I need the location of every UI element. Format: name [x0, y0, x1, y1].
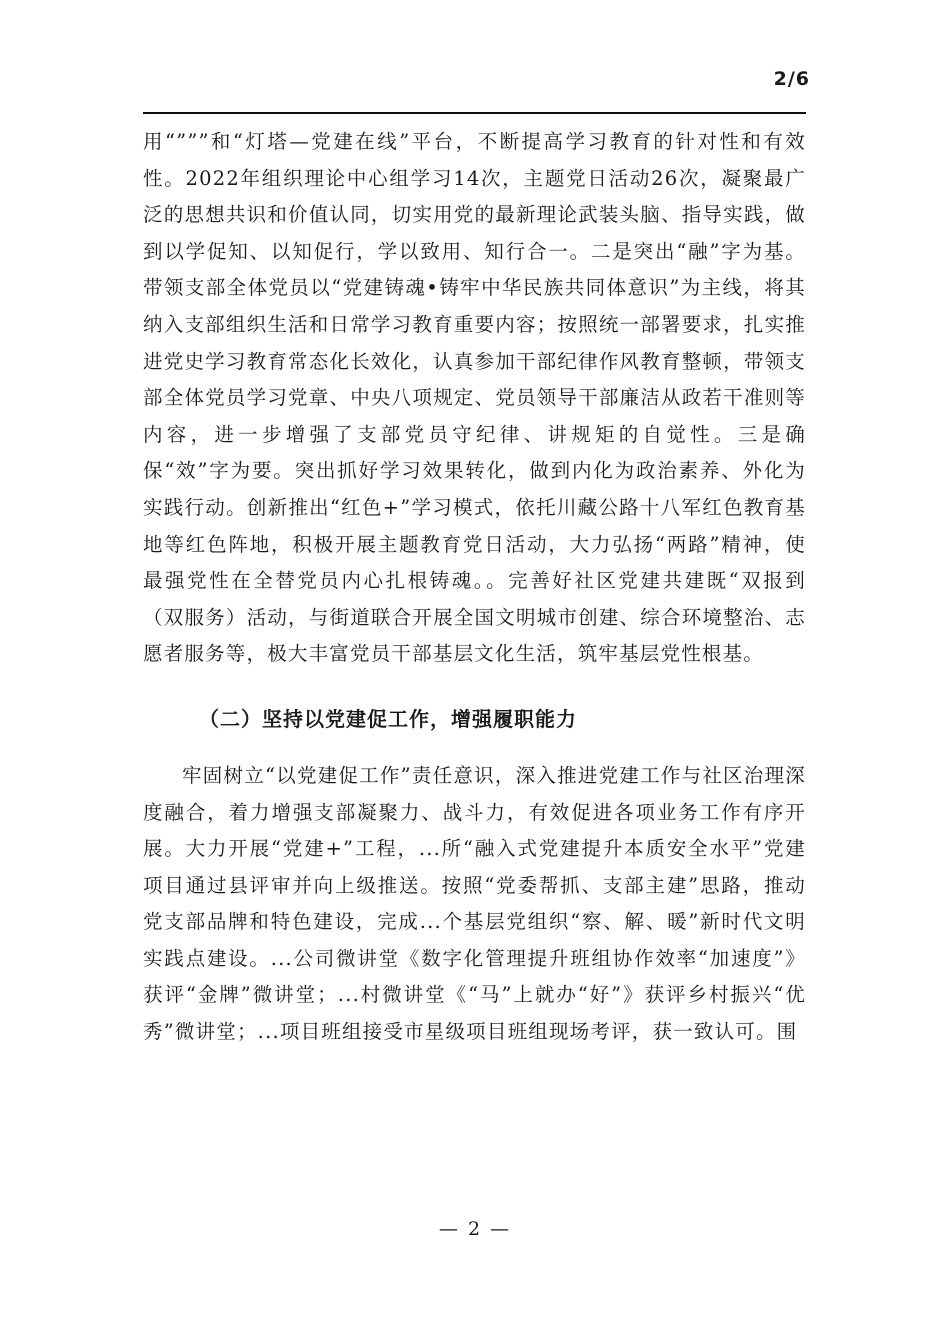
paragraph-study-education: 用“”””和“灯塔—党建在线”平台，不断提高学习教育的针对性和有效性。2022年组织理论中心组学习14次，主题党日活动26次，凝聚最广泛的思想共识和价值认同，切实用党的最新理论武装头脑、指导实践，做到以学促知、以知促行，学以致用、知行合一。二是突出“融”字为基。带领支部全体党员以“党建铸魂•铸牢中华民族共同体意识”为主线，将其纳入支部组织生活和日常学习教育重要内容；按照统一部署要求，扎实推进党史学习教育常态化长效化，认真参加干部纪律作风教育整顿，带领支部全体党员学习党章、中央八项规定、党员领导干部廉洁从政若干准则等内容，进一步增强了支部党员守纪律、讲规矩的自觉性。三是确保“效”字为要。突出抓好学习效果转化，做到内化为政治素养、外化为实践行动。创新推出“红色+”学习模式，依托川藏公路十八军红色教育基地等红色阵地，积极开展主题教育党日活动，大力弘扬“两路”精神，使最强党性在全替党员内心扎根铸魂。。完善好社区党建共建既“双报到（双服务）活动，与街道联合开展全国文明城市创建、综合环境整治、志愿者服务等，极大丰富党员干部基层文化生活，筑牢基层党性根基。: [143, 130, 806, 666]
header-divider: [143, 112, 806, 114]
footer-page-number: — 2 —: [438, 1218, 512, 1240]
document-body: [143, 124, 806, 1051]
paragraph-party-building-work: 牢固树立“以党建促工作”责任意识，深入推进党建工作与社区治理深度融合，着力增强支部凝聚力、战斗力，有效促进各项业务工作有序开展。大力开展“党建+”工程，...所“融入式党建提升本质安全水平”党建项目通过县评审并向上级推送。按照“党委帮抓、支部主建”思路，推动党支部品牌和特色建设，完成...个基层党组织“察、解、暖”新时代文明实践点建设。...公司微讲堂《数字化管理提升班组协作效率“加速度”》获评“金牌”微讲堂；...村微讲堂《“马”上就办“好”》获评乡村振兴“优秀”微讲堂；...项目班组接受市星级项目班组现场考评，获一致认可。围: [143, 763, 806, 1044]
page-counter: 2/6: [773, 68, 810, 90]
section-heading: （二）坚持以党建促工作，增强履职能力: [199, 706, 577, 731]
